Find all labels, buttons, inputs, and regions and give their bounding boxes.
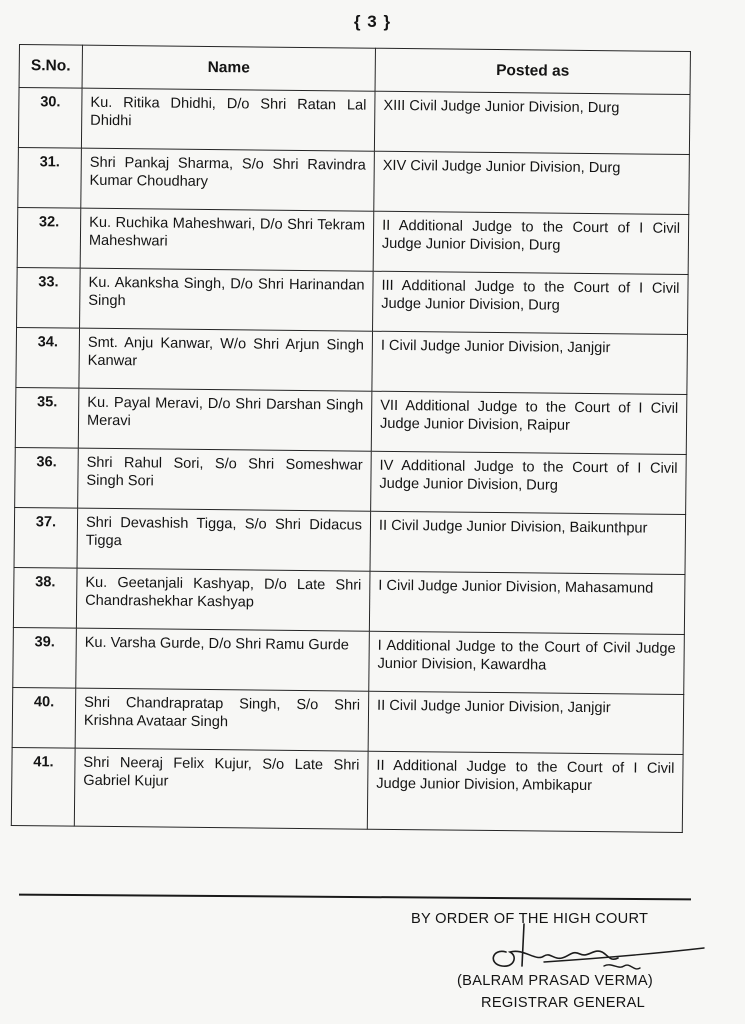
row-posted-as: III Additional Judge to the Court of I Civil Judge Junior Division, Durg <box>373 271 689 334</box>
row-sno: 30. <box>18 88 82 149</box>
table-row <box>13 567 685 634</box>
table-row <box>12 687 684 754</box>
header-posted-as: Posted as <box>375 48 690 94</box>
table-row <box>17 207 689 274</box>
row-posted-as: II Additional Judge to the Court of I Civil Judge Junior Division, Durg <box>373 211 689 274</box>
signer-title: REGISTRAR GENERAL <box>481 995 646 1011</box>
row-name: Smt. Anju Kanwar, W/o Shri Arjun Singh Kanwar <box>79 328 373 391</box>
row-name: Ku. Geetanjali Kashyap, D/o Late Shri Chandrashekhar Kashyap <box>76 568 370 631</box>
by-order-line: BY ORDER OF THE HIGH COURT <box>411 911 649 927</box>
row-sno: 41. <box>11 747 75 826</box>
row-posted-as: I Civil Judge Junior Division, Mahasamund <box>369 571 685 634</box>
row-sno: 40. <box>12 687 76 748</box>
row-name: Shri Neeraj Felix Kujur, S/o Late Shri Gabriel Kujur <box>74 748 368 829</box>
row-posted-as: II Additional Judge to the Court of I Civil Judge Junior Division, Ambikapur <box>367 751 683 832</box>
row-name: Shri Pankaj Sharma, S/o Shri Ravindra Kumar Choudhary <box>81 148 375 211</box>
header-name: Name <box>82 45 375 91</box>
row-sno: 39. <box>13 627 77 688</box>
row-name: Ku. Varsha Gurde, D/o Shri Ramu Gurde <box>76 628 370 691</box>
row-sno: 35. <box>15 387 79 448</box>
table-row <box>14 507 686 574</box>
table-row <box>15 447 687 514</box>
footer-divider <box>19 894 691 901</box>
row-sno: 32. <box>17 207 81 268</box>
page-number: { 3 } <box>353 12 392 31</box>
row-sno: 33. <box>17 267 81 328</box>
row-name: Shri Devashish Tigga, S/o Shri Didacus Tigga <box>77 508 371 571</box>
row-name: Ku. Akanksha Singh, D/o Shri Harinandan Singh <box>80 268 374 331</box>
table-row <box>18 147 690 214</box>
row-posted-as: VII Additional Judge to the Court of I Civil Judge Junior Division, Raipur <box>371 391 687 454</box>
row-sno: 34. <box>16 327 80 388</box>
table-row <box>15 387 687 454</box>
row-posted-as: II Civil Judge Junior Division, Baikunthpur <box>370 511 686 574</box>
row-sno: 38. <box>13 567 77 628</box>
table-row <box>13 627 685 694</box>
row-name: Ku. Ruchika Maheshwari, D/o Shri Tekram Maheshwari <box>80 208 374 271</box>
table-row <box>18 88 690 155</box>
table-row <box>16 327 688 394</box>
row-sno: 31. <box>18 147 82 208</box>
row-posted-as: I Additional Judge to the Court of Civil Judge Junior Division, Kawardha <box>369 631 685 694</box>
row-name: Shri Chandrapratap Singh, S/o Shri Krishna Avataar Singh <box>75 688 369 751</box>
row-posted-as: XIV Civil Judge Junior Division, Durg <box>374 151 690 214</box>
row-sno: 37. <box>14 507 78 568</box>
row-name: Ku. Payal Meravi, D/o Shri Darshan Singh Meravi <box>78 388 372 451</box>
table-row <box>17 267 689 334</box>
signer-name: (BALRAM PRASAD VERMA) <box>457 973 654 989</box>
table-row <box>11 747 683 832</box>
row-sno: 36. <box>15 447 79 508</box>
row-name: Ku. Ritika Dhidhi, D/o Shri Ratan Lal Dhidhi <box>81 88 375 151</box>
row-name: Shri Rahul Sori, S/o Shri Someshwar Singh Sori <box>78 448 372 511</box>
row-posted-as: IV Additional Judge to the Court of I Civil Judge Junior Division, Durg <box>371 451 687 514</box>
table-header-row <box>19 45 690 95</box>
row-posted-as: XIII Civil Judge Junior Division, Durg <box>374 91 690 154</box>
postings-table <box>11 44 691 833</box>
row-posted-as: II Civil Judge Junior Division, Janjgir <box>368 691 684 754</box>
row-posted-as: I Civil Judge Junior Division, Janjgir <box>372 331 688 394</box>
header-sno: S.No. <box>19 45 82 89</box>
